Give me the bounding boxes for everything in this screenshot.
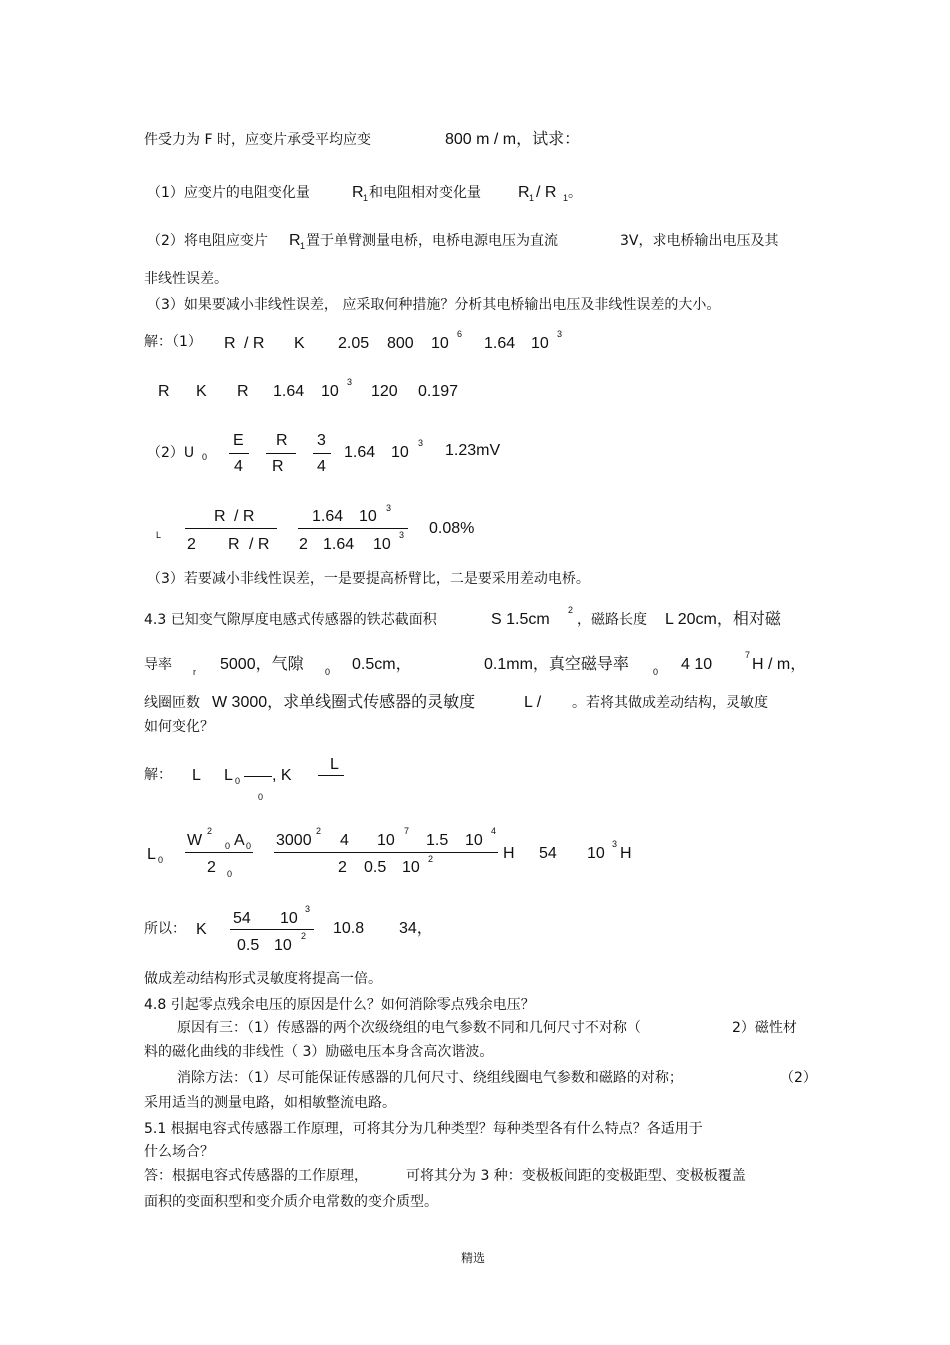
fraction-bar bbox=[266, 453, 296, 454]
eq6-num: W bbox=[187, 832, 203, 849]
math-symbol: R bbox=[289, 232, 301, 249]
eq4-den: 2 bbox=[299, 536, 308, 553]
eq7-term: 10.8 bbox=[333, 920, 365, 937]
text-line: 。若将其做成差动结构，灵敏度 bbox=[572, 695, 768, 711]
eq2-term: 0.197 bbox=[418, 383, 459, 400]
eq2-term: 1.64 bbox=[273, 383, 305, 400]
eq2-term: R bbox=[158, 383, 170, 400]
math-subscript: 1 bbox=[363, 193, 369, 203]
eq6-exponent: 7 bbox=[404, 826, 410, 836]
eq3-result: 1.23mV bbox=[445, 442, 501, 459]
math-symbol: R bbox=[352, 184, 364, 201]
eq5-term: L bbox=[192, 767, 201, 784]
eq4-result: 0.08% bbox=[429, 520, 475, 537]
text-line: 原因有三：（1）传感器的两个次级绕组的电气参数不同和几何尺寸不对称（ bbox=[177, 1020, 641, 1036]
fraction-bar bbox=[298, 528, 408, 529]
eq3-den: 4 bbox=[317, 458, 326, 475]
eq6-num: 10 bbox=[465, 832, 483, 849]
page-footer: 精选 bbox=[461, 1251, 486, 1265]
eq2-term: K bbox=[196, 383, 207, 400]
eq6-den: 10 bbox=[402, 859, 420, 876]
eq6-num: A bbox=[234, 832, 245, 849]
fraction-bar bbox=[185, 852, 253, 853]
eq6-term: 54 bbox=[539, 845, 557, 862]
eq6-num: 10 bbox=[377, 832, 395, 849]
eq4-symbol: L bbox=[156, 530, 162, 540]
math-subscript: 0 bbox=[325, 667, 331, 677]
math-term: W 3000，求单线圈式传感器的灵敏度 bbox=[212, 694, 476, 711]
eq6-subscript: 0 bbox=[225, 841, 231, 851]
eq4-den: 2 bbox=[187, 536, 196, 553]
eq6-den: 2 bbox=[207, 859, 216, 876]
eq1-term: 1.64 bbox=[484, 335, 516, 352]
text-line: 非线性误差。 bbox=[144, 271, 228, 287]
eq1-term: 10 bbox=[531, 335, 549, 352]
math-term: L 20cm，相对磁 bbox=[665, 611, 781, 628]
text-line: （1）应变片的电阻变化量 bbox=[147, 185, 310, 201]
eq6-term: 10 bbox=[587, 845, 605, 862]
math-term: H / m， bbox=[752, 656, 807, 673]
eq6-exponent: 3 bbox=[612, 839, 618, 849]
math-term: 0.5cm， bbox=[352, 656, 412, 673]
text-line: 。 bbox=[568, 185, 582, 201]
eq6-term: L bbox=[147, 846, 156, 863]
eq5-term: L bbox=[330, 756, 339, 773]
eq4-den: R bbox=[228, 536, 240, 553]
eq6-den: 0.5 bbox=[364, 859, 387, 876]
eq3-num: E bbox=[233, 432, 244, 449]
text-line: 件受力为 F 时，应变片承受平均应变 bbox=[144, 132, 371, 148]
eq4-exponent: 3 bbox=[386, 503, 392, 513]
eq1-term: 2.05 bbox=[338, 335, 370, 352]
text-line: 所以： bbox=[144, 921, 186, 937]
text-line: 解： bbox=[144, 767, 172, 783]
eq5-term: , K bbox=[272, 767, 292, 784]
eq7-term: K bbox=[196, 921, 207, 938]
math-symbol: R bbox=[518, 184, 530, 201]
eq4-den: 1.64 bbox=[323, 536, 355, 553]
math-term: L / bbox=[524, 694, 542, 711]
text-line: 解：（1） bbox=[144, 334, 202, 350]
fraction-bar bbox=[185, 528, 277, 529]
text-line: 如何变化？ bbox=[144, 719, 214, 735]
eq4-num: 10 bbox=[359, 508, 377, 525]
fraction-bar bbox=[230, 929, 314, 930]
eq3-den: R bbox=[272, 458, 284, 475]
strain-value: 800 m / m，试求： bbox=[445, 131, 581, 148]
eq3-exponent: 3 bbox=[418, 438, 424, 448]
fraction-bar bbox=[244, 776, 272, 777]
eq3-num: 3 bbox=[317, 432, 326, 449]
eq6-subscript: 0 bbox=[246, 841, 252, 851]
eq2-term: R bbox=[237, 383, 249, 400]
eq6-num: 4 bbox=[340, 832, 349, 849]
text-line: （3）若要减小非线性误差，一是要提高桥臂比，二是要采用差动电桥。 bbox=[147, 571, 590, 587]
eq2-term: 120 bbox=[371, 383, 398, 400]
text-line: 料的磁化曲线的非线性（ 3）励磁电压本身含高次谐波。 bbox=[144, 1044, 494, 1060]
eq6-num: 3000 bbox=[276, 832, 312, 849]
text-line: 面积的变面积型和变介质介电常数的变介质型。 bbox=[144, 1194, 438, 1210]
eq3-num: R bbox=[276, 432, 288, 449]
eq6-subscript: 0 bbox=[227, 869, 233, 879]
eq1-exponent: 3 bbox=[557, 329, 563, 339]
math-subscript: 1 bbox=[563, 193, 569, 203]
text-line: （3）如果要减小非线性误差， 应采取何种措施？分析其电桥输出电压及非线性误差的大小。 bbox=[147, 297, 721, 313]
eq6-exponent: 2 bbox=[316, 826, 322, 836]
eq6-exponent: 4 bbox=[491, 826, 497, 836]
eq7-exponent: 3 bbox=[305, 904, 311, 914]
eq4-exponent: 3 bbox=[399, 530, 405, 540]
math-subscript: 1 bbox=[300, 241, 306, 251]
eq3-term: 1.64 bbox=[344, 444, 376, 461]
text-line: 线圈匝数 bbox=[144, 695, 200, 711]
eq4-den: / R bbox=[249, 536, 270, 553]
math-term: 5000，气隙 bbox=[220, 656, 304, 673]
eq1-term: 800 bbox=[387, 335, 414, 352]
eq1-term: R bbox=[224, 335, 236, 352]
eq3-label: （2）U bbox=[147, 445, 195, 461]
eq4-num: 1.64 bbox=[312, 508, 344, 525]
text-line: 置于单臂测量电桥，电桥电源电压为直流 bbox=[306, 233, 558, 249]
text-line: 答：根据电容式传感器的工作原理， bbox=[144, 1168, 368, 1184]
math-symbol: / R bbox=[536, 184, 557, 201]
text-line: 做成差动结构形式灵敏度将提高一倍。 bbox=[144, 971, 382, 987]
eq1-term: K bbox=[294, 335, 305, 352]
eq5-term: L bbox=[224, 767, 233, 784]
math-subscript: r bbox=[193, 667, 196, 677]
math-subscript: 0 bbox=[653, 667, 659, 677]
text-line: 可将其分为 3 种：变极板间距的变极距型、变极板覆盖 bbox=[406, 1168, 746, 1184]
eq4-den: 10 bbox=[373, 536, 391, 553]
eq3-den: 4 bbox=[234, 458, 243, 475]
eq3-subscript: 0 bbox=[202, 452, 208, 462]
text-line: （2）将电阻应变片 bbox=[147, 233, 268, 249]
problem-heading: 4.3 已知变气隙厚度电感式传感器的铁芯截面积 bbox=[144, 612, 437, 628]
eq2-exponent: 3 bbox=[347, 377, 353, 387]
text-line: （2） bbox=[780, 1070, 817, 1086]
text-line: 什么场合？ bbox=[144, 1144, 214, 1160]
eq5-subscript: 0 bbox=[235, 776, 241, 786]
eq7-num: 54 bbox=[233, 910, 251, 927]
eq7-den: 10 bbox=[274, 937, 292, 954]
text-line: 导率 bbox=[144, 657, 172, 673]
eq6-term: H bbox=[503, 845, 515, 862]
fraction-bar bbox=[229, 453, 249, 454]
eq2-term: 10 bbox=[321, 383, 339, 400]
math-exponent: 2 bbox=[568, 605, 574, 615]
problem-heading: 5.1 根据电容式传感器工作原理，可将其分为几种类型？每种类型各有什么特点？各适用于 bbox=[144, 1121, 703, 1137]
eq3-term: 10 bbox=[391, 444, 409, 461]
eq7-exponent: 2 bbox=[301, 931, 307, 941]
text-line: ，磁路长度 bbox=[577, 612, 647, 628]
problem-heading: 4.8 引起零点残余电压的原因是什么？如何消除零点残余电压？ bbox=[144, 997, 535, 1013]
eq5-subscript: 0 bbox=[258, 792, 264, 802]
eq6-den: 2 bbox=[338, 859, 347, 876]
math-term: 0.1mm，真空磁导率 bbox=[484, 656, 629, 673]
eq6-subscript: 0 bbox=[158, 855, 164, 865]
math-term: 4 10 bbox=[681, 656, 713, 673]
eq1-term: / R bbox=[244, 335, 265, 352]
eq6-exponent: 2 bbox=[207, 826, 213, 836]
eq7-den: 0.5 bbox=[237, 937, 260, 954]
fraction-bar bbox=[318, 775, 344, 776]
text-line: 和电阻相对变化量 bbox=[369, 185, 481, 201]
text-line: 采用适当的测量电路，如相敏整流电路。 bbox=[144, 1095, 396, 1111]
math-subscript: 1 bbox=[529, 193, 535, 203]
eq1-exponent: 6 bbox=[457, 329, 463, 339]
eq6-exponent: 2 bbox=[428, 854, 434, 864]
eq7-term: 34， bbox=[399, 920, 433, 937]
eq6-term: H bbox=[620, 845, 632, 862]
eq6-num: 1.5 bbox=[426, 832, 449, 849]
math-term: S 1.5cm bbox=[491, 611, 550, 628]
fraction-bar bbox=[313, 453, 331, 454]
eq7-num: 10 bbox=[280, 910, 298, 927]
eq4-num: / R bbox=[234, 508, 255, 525]
math-exponent: 7 bbox=[745, 650, 751, 660]
eq4-num: R bbox=[214, 508, 226, 525]
fraction-bar bbox=[274, 852, 498, 853]
text-line: 2）磁性材 bbox=[732, 1020, 797, 1036]
eq1-term: 10 bbox=[431, 335, 449, 352]
text-line: 消除方法：（1）尽可能保证传感器的几何尺寸、绕组线圈电气参数和磁路的对称； bbox=[177, 1070, 683, 1086]
text-line: 3V，求电桥输出电压及其 bbox=[620, 233, 779, 249]
